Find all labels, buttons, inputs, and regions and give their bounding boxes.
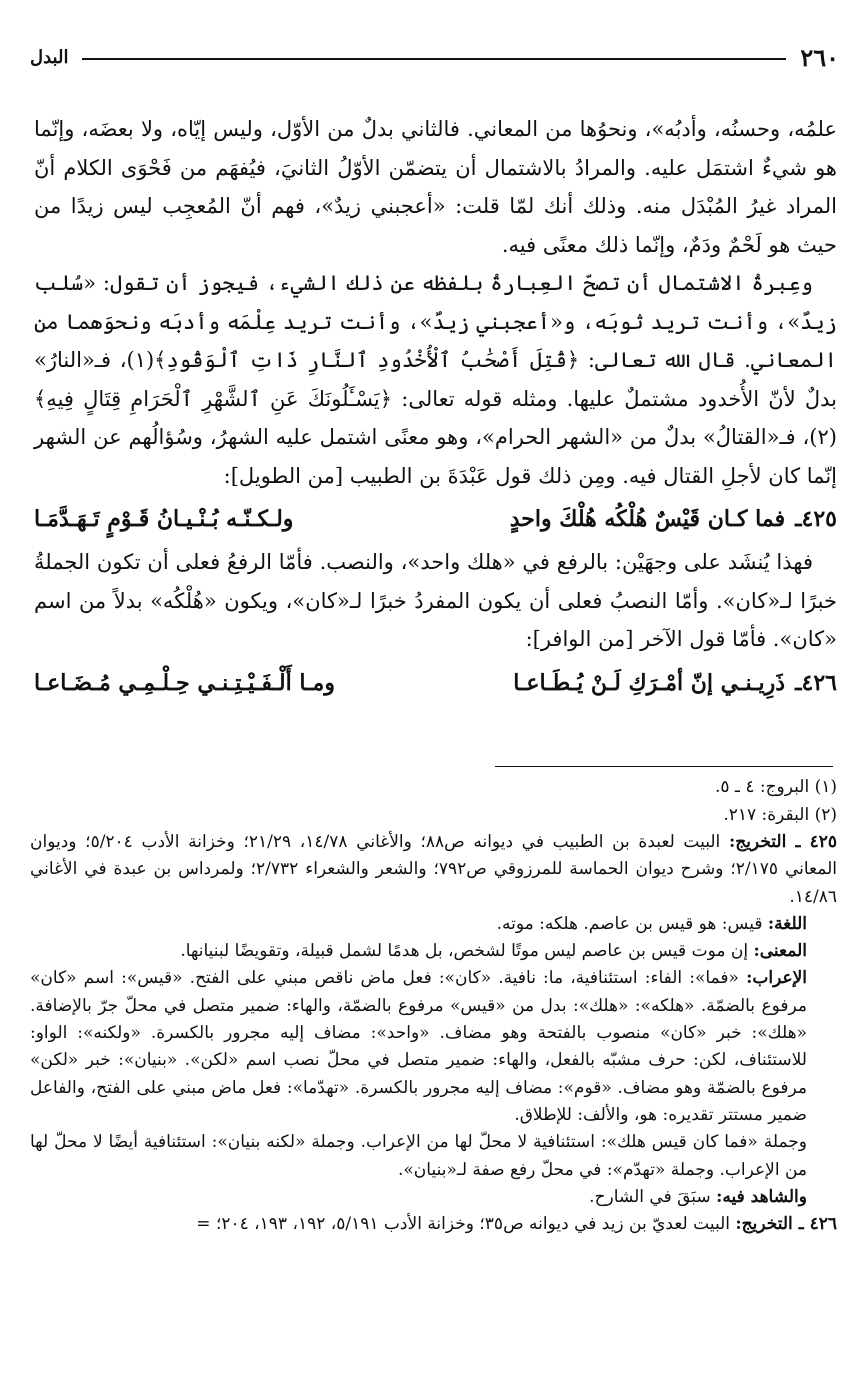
verse-426 xyxy=(34,659,837,707)
main-text xyxy=(34,110,837,707)
note-label: ٤٢٥ ـ التخريج: xyxy=(728,832,838,852)
note-irab xyxy=(30,965,807,1129)
paragraph: فهذا يُنشَد على وجهَيْن: بالرفع في «هلك واحد»، والنصب. فأمّا الرفعُ فعلى أن تكون الجملةُ خبرًا لـ«كان». وأمّا النصبُ فعلى أن يكون المفردُ خبرًا لـ«كان»، ويكون «هُلْكُه» بدلاً من اسم «كان». فأمّا قول الآخر [من الوافر]: xyxy=(34,550,837,651)
verse-425 xyxy=(34,495,837,543)
note-text: إن موت قيس بن عاصم ليس موتًا لشخص، بل هدمًا لشمل قبيلة، وتقويضًا لبنيانها. xyxy=(180,941,749,962)
note-425-takhrij xyxy=(30,829,837,911)
footnote: (١) البروج: ٤ ـ ٥. xyxy=(714,777,837,797)
second-hemistich: ومـا أَلْـفَـيْـتِـنـي حِـلْـمِـي مُـضَـاعـا xyxy=(34,669,335,696)
paragraph: وعِبرةُ الاشتمال أن تصحّ العِبارةُ بلفظه عن ذلك الشيء، فيجوز أن تقول: «سُلب زيدٌ»، وأنت تريد ثوبَه، و«أعجبني زيدٌ»، وأنت تريد عِلْمَه وأدبَه ونحوَهما من المعاني. قال الله تعالى: ﴿قُتِلَ أَصْحَٰبُ ٱلْأُخْدُودِ ٱلنَّارِ ذَاتِ ٱلْوَقُودِ﴾(١)، فـ«النارُ» بدلٌ لأنّ الأُخدود مشتملٌ عليها. ومثله قوله تعالى: ﴿يَسْـَٔلُونَكَ عَنِ ٱلشَّهْرِ ٱلْحَرَامِ قِتَالٍ فِيهِ﴾(٢)، فـ«القتالُ» بدلٌ من «الشهر الحرام»، وهو معنًى اشتمل عليه الشهرُ، وسُؤالُهم عن الشهر إنّما كان لأجلِ القتال فيه. ومِن ذلك قول عَبْدَةَ بن الطبيب [من الطويل]: xyxy=(34,271,837,488)
verse-number: ٤٢٥ـ xyxy=(795,506,837,532)
note-426-takhrij xyxy=(30,1211,837,1238)
note-text: البيت لعبدة بن الطبيب في ديوانه ص٨٨؛ والأغاني ١٤/٧٨، ٢١/٢٩؛ وخزانة الأدب ٥/٢٠٤؛ وديوان المعاني ٢/١٧٥؛ وشرح ديوان الحماسة للمرزوقي ص٧٩٢؛ والشعر والشعراء ٢/٧٣٢؛ ولمرداس بن عبدة في الأغاني ١٤/٨٦. xyxy=(30,832,837,907)
note-text: البيت لعديّ بن زيد في ديوانه ص٣٥؛ وخزانة الأدب ٥/١٩١، ١٩٢، ١٩٣، ٢٠٤؛ = xyxy=(196,1214,730,1235)
paragraph: علمُه، وحسنُه، وأدبُه»، ونحوُها من المعاني. فالثاني بدلٌ من الأوّل، وليس إيّاه، ولا بعضَه، وإنّما هو شيءٌ اشتمَل عليه. والمرادُ بالاشتمال أن يتضمّن الأوّلُ الثانيَ، فيُفهَم من فَحْوَى الكلام أنّ المراد غيرُ المُبْدَل منه. وذلك أنك لمّا قلت: «أعجبني زيدٌ»، فهم أنّ المُعجِب ليس زيدًا من حيث هو لَحْمٌ ودَمٌ، وإنّما ذلك معنًى فيه. xyxy=(34,117,837,257)
page-number: ٢٦٠ xyxy=(800,42,839,72)
note-label: المعنى: xyxy=(753,941,807,962)
note-maana xyxy=(30,938,807,965)
first-hemistich: ذَرِيـنـي إنّ أمْـرَكِ لَـنْ يُـطَـاعـا xyxy=(513,669,786,696)
chapter-title: البدل xyxy=(30,46,69,68)
verse-number: ٤٢٦ـ xyxy=(795,669,837,696)
note-label: اللغة: xyxy=(767,913,807,934)
note-label: والشاهد فيه: xyxy=(716,1186,807,1207)
note-425-details xyxy=(30,911,837,1211)
note-text: قيس: هو قيس بن عاصم. هلكه: موته. xyxy=(496,913,763,934)
note-text: سبَقَ في الشارح. xyxy=(589,1186,711,1207)
note-jumla: وجملة «فما كان قيس هلك»: استئنافية لا محلّ لها من الإعراب. وجملة «لكنه بنيان»: استئنافية أيضًا لا محلّ لها من الإعراب. وجملة «تهدّم»: في محلّ رفع صفة لـ«بنيان». xyxy=(30,1132,807,1180)
footnote: (٢) البقرة: ٢١٧. xyxy=(723,804,837,825)
footnote-separator xyxy=(495,766,833,767)
header-rule xyxy=(82,58,786,60)
note-lugha xyxy=(30,911,807,938)
note-label: ٤٢٦ ـ التخريج: xyxy=(735,1214,837,1235)
page-header xyxy=(30,40,839,74)
second-hemistich: ولـكـنّـه بُـنْـيـانُ قَـوْمٍ تَـهَـدَّمَـا xyxy=(34,506,294,532)
note-shahid xyxy=(30,1184,807,1211)
footnotes-section xyxy=(30,774,837,1238)
note-text: «فما»: الفاء: استئنافية، ما: نافية. «كان»: فعل ماض ناقص مبني على الفتح. «قيس»: اسم «كان» مرفوع بالضمّة. «هلكه»: «هلك»: بدل من «قيس» مرفوع بالضمّة، والهاء: ضمير متصل في محلّ جرّ بالإضافة. «هلك»: خبر «كان» منصوب بالفتحة وهو مضاف. «واحد»: مضاف إليه مجرور بالكسرة. «ولكنه»: الواو: للاستئناف، لكن: حرف مشبّه بالفعل، والهاء: ضمير متصل في محلّ نصب اسم «لكن». «بنيان»: خبر «لكن» مرفوع بالضمّة وهو مضاف. «قوم»: مضاف إليه مجرور بالكسرة. «تهدّما»: فعل ماض مبني على الفتح، والفاعل ضمير مستتر تقديره: هو، والألف: للإطلاق. xyxy=(30,968,807,1125)
note-label: الإعراب: xyxy=(746,968,808,989)
first-hemistich: فما كـان قَيْسٌ هُلْكُه هُلْكَ واحدٍ xyxy=(509,506,786,532)
